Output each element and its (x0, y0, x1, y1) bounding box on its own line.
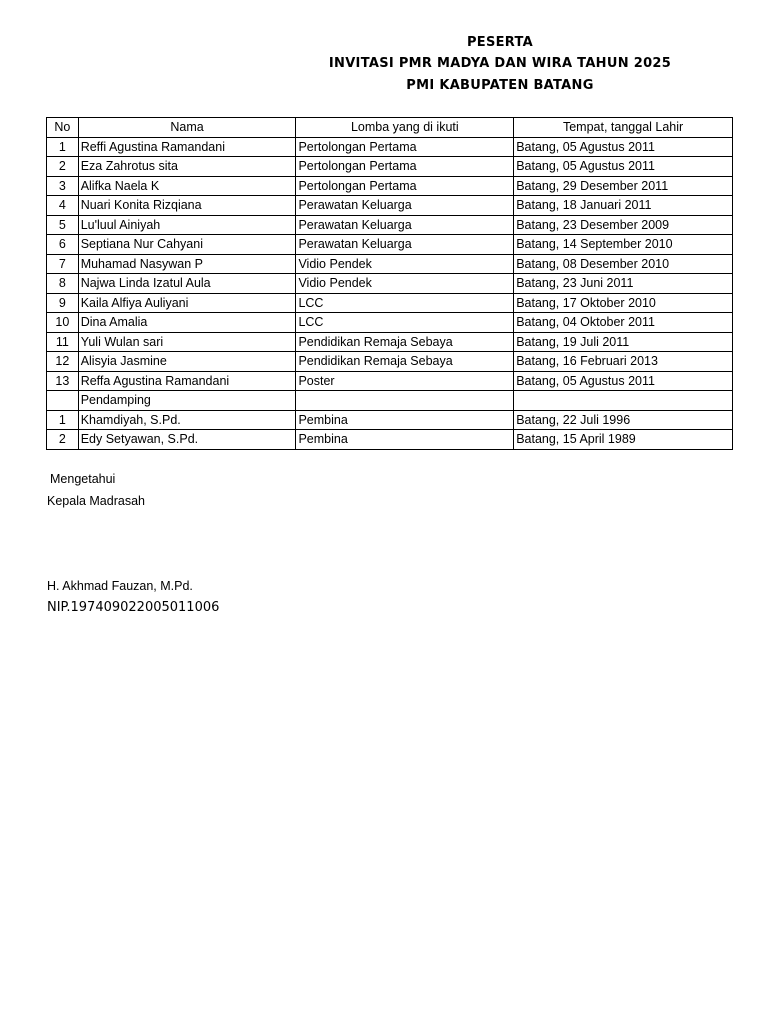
cell-ttl: Batang, 14 September 2010 (514, 235, 733, 255)
cell-lomba: Pertolongan Pertama (296, 137, 514, 157)
cell-lomba: LCC (296, 293, 514, 313)
table-row (47, 391, 733, 411)
cell-ttl: Batang, 19 Juli 2011 (514, 332, 733, 352)
cell-ttl: Batang, 08 Desember 2010 (514, 254, 733, 274)
cell-lomba: Perawatan Keluarga (296, 215, 514, 235)
cell-ttl: Batang, 04 Oktober 2011 (514, 313, 733, 333)
cell-no: 8 (47, 274, 79, 294)
cell-ttl: Batang, 16 Februari 2013 (514, 352, 733, 372)
table-row (47, 176, 733, 196)
cell-no: 6 (47, 235, 79, 255)
cell-no: 5 (47, 215, 79, 235)
cell-ttl: Batang, 05 Agustus 2011 (514, 371, 733, 391)
cell-ttl: Batang, 23 Juni 2011 (514, 274, 733, 294)
cell-no: 3 (47, 176, 79, 196)
cell-nama: Kaila Alfiya Auliyani (78, 293, 296, 313)
table-row (47, 274, 733, 294)
cell-ttl: Batang, 05 Agustus 2011 (514, 157, 733, 177)
cell-nama: Reffa Agustina Ramandani (78, 371, 296, 391)
cell-nama: Alisyia Jasmine (78, 352, 296, 372)
cell-nama: Nuari Konita Rizqiana (78, 196, 296, 216)
cell-ttl (514, 391, 733, 411)
cell-no: 4 (47, 196, 79, 216)
cell-nama: Lu'luul Ainiyah (78, 215, 296, 235)
table-row (47, 313, 733, 333)
signature-role: Kepala Madrasah (47, 494, 145, 508)
cell-no: 7 (47, 254, 79, 274)
cell-ttl: Batang, 23 Desember 2009 (514, 215, 733, 235)
cell-nama: Alifka Naela K (78, 176, 296, 196)
table-body (47, 137, 733, 449)
table-row (47, 332, 733, 352)
cell-nama: Edy Setyawan, S.Pd. (78, 430, 296, 450)
cell-no: 1 (47, 410, 79, 430)
cell-no: 2 (47, 157, 79, 177)
cell-no: 13 (47, 371, 79, 391)
cell-nama: Septiana Nur Cahyani (78, 235, 296, 255)
cell-no: 11 (47, 332, 79, 352)
table-row (47, 410, 733, 430)
cell-lomba: Pembina (296, 410, 514, 430)
cell-no: 12 (47, 352, 79, 372)
cell-nama: Reffi Agustina Ramandani (78, 137, 296, 157)
signature-name: H. Akhmad Fauzan, M.Pd. (47, 579, 193, 593)
cell-lomba: Pertolongan Pertama (296, 157, 514, 177)
table-row (47, 352, 733, 372)
table-row (47, 215, 733, 235)
document-subtitle: INVITASI PMR MADYA DAN WIRA TAHUN 2025 (328, 56, 672, 71)
cell-no: 2 (47, 430, 79, 450)
table-row (47, 196, 733, 216)
participant-table (46, 117, 733, 450)
cell-no: 9 (47, 293, 79, 313)
signature-acknowledged: Mengetahui (50, 472, 116, 486)
cell-nama: Eza Zahrotus sita (78, 157, 296, 177)
cell-ttl: Batang, 15 April 1989 (514, 430, 733, 450)
table-row (47, 235, 733, 255)
cell-lomba: Vidio Pendek (296, 274, 514, 294)
cell-lomba: Perawatan Keluarga (296, 235, 514, 255)
column-header-lomba: Lomba yang di ikuti (296, 118, 514, 138)
column-header-nama: Nama (78, 118, 296, 138)
table-row (47, 137, 733, 157)
cell-no (47, 391, 79, 411)
document-organization: PMI KABUPATEN BATANG (406, 78, 594, 93)
column-header-no: No (47, 118, 79, 138)
cell-lomba: Perawatan Keluarga (296, 196, 514, 216)
signature-nip: NIP.197409022005011006 (47, 600, 220, 615)
table-row (47, 293, 733, 313)
cell-ttl: Batang, 29 Desember 2011 (514, 176, 733, 196)
table-row (47, 430, 733, 450)
cell-lomba: LCC (296, 313, 514, 333)
cell-lomba: Pertolongan Pertama (296, 176, 514, 196)
column-header-ttl: Tempat, tanggal Lahir (514, 118, 733, 138)
table-row (47, 254, 733, 274)
cell-lomba: Pendidikan Remaja Sebaya (296, 332, 514, 352)
cell-ttl: Batang, 17 Oktober 2010 (514, 293, 733, 313)
cell-nama: Muhamad Nasywan P (78, 254, 296, 274)
table-header-row (47, 118, 733, 138)
cell-ttl: Batang, 22 Juli 1996 (514, 410, 733, 430)
table-row (47, 371, 733, 391)
cell-lomba: Vidio Pendek (296, 254, 514, 274)
cell-lomba: Poster (296, 371, 514, 391)
table-row (47, 157, 733, 177)
cell-no: 10 (47, 313, 79, 333)
cell-nama: Dina Amalia (78, 313, 296, 333)
cell-lomba: Pendidikan Remaja Sebaya (296, 352, 514, 372)
cell-nama: Khamdiyah, S.Pd. (78, 410, 296, 430)
cell-lomba: Pembina (296, 430, 514, 450)
cell-nama: Najwa Linda Izatul Aula (78, 274, 296, 294)
cell-lomba (296, 391, 514, 411)
cell-ttl: Batang, 05 Agustus 2011 (514, 137, 733, 157)
cell-nama: Pendamping (78, 391, 296, 411)
cell-ttl: Batang, 18 Januari 2011 (514, 196, 733, 216)
document-title: PESERTA (466, 35, 534, 50)
cell-no: 1 (47, 137, 79, 157)
cell-nama: Yuli Wulan sari (78, 332, 296, 352)
